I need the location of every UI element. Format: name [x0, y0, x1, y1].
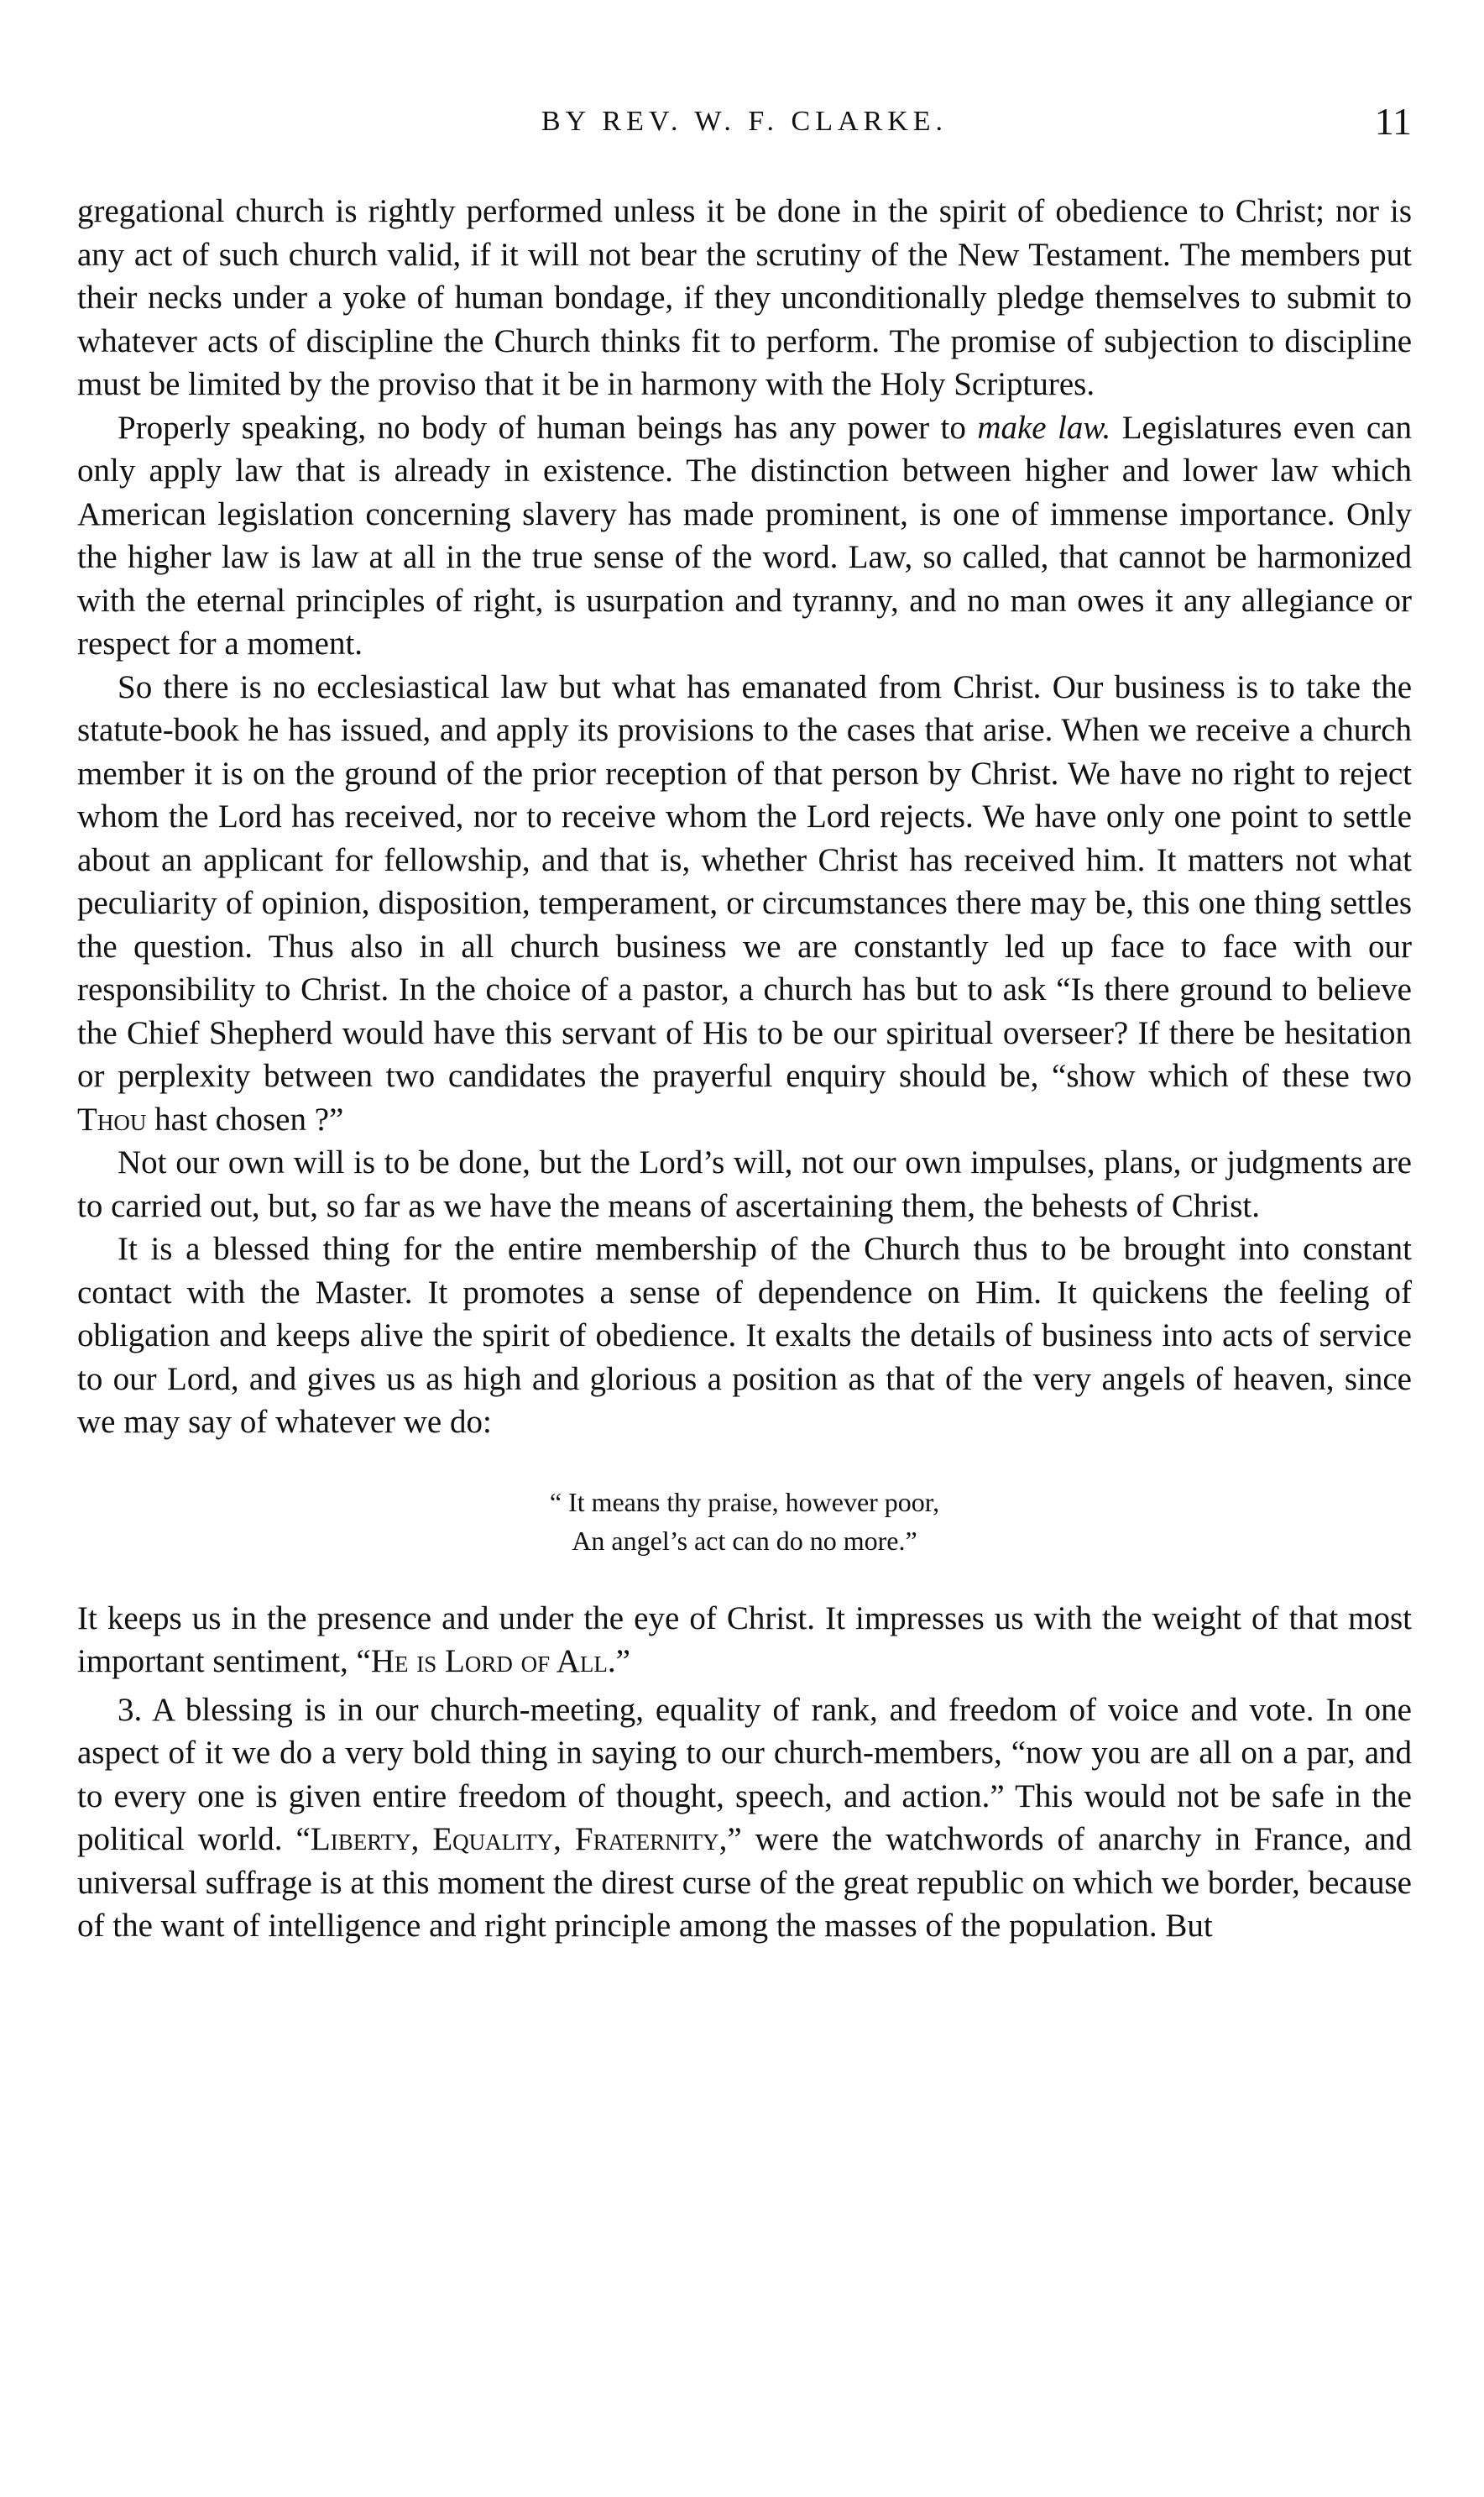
verse-quote: [77, 1483, 1412, 1560]
paragraph-2: [77, 406, 1412, 666]
paragraph-6: [77, 1597, 1412, 1683]
paragraph-6-text-b: ”: [615, 1643, 630, 1679]
running-header: [77, 99, 1412, 149]
paragraph-3-text-a: So there is no ecclesiastical law but what has emanated from Christ. Our business is to take the statute-book he has issued, and apply its provisions to the cases that arise. When we receive a church member it is on the ground of the prior reception of that person by Christ. We have no right to reject whom the Lord has received, nor to receive whom the Lord rejects. We have only one point to settle about an applicant for fellowship, and that is, whether Christ has received him. It matters not what peculiarity of opinion, disposition, temperament, or circumstances there may be, this one thing settles the question. Thus also in all church business we are constantly led up face to face with our responsibility to Christ. In the choice of a pastor, a church has but to ask “Is there ground to believe the Chief Shepherd would have this servant of His to be our spiritual overseer? If there be hesitation or perplexity between two candidates the prayerful enquiry should be, “show which of these two: [77, 668, 1412, 1094]
running-title: BY REV. W. F. CLARKE.: [541, 106, 948, 137]
paragraph-2-text-a: Properly speaking, no body of human beings has any power to: [118, 409, 978, 446]
page: [77, 99, 1412, 1948]
paragraph-4: Not our own will is to be done, but the Lord’s will, not our own impulses, plans, or judgments are to carried out, but, so far as we have the means of ascertaining them, the behests of Christ.: [77, 1144, 1412, 1224]
paragraph-1: gregational church is rightly performed unless it be done in the spirit of obedience to Christ; nor is any act of such church valid, if it will not bear the scrutiny of the New Testament. The members put their necks under a yoke of human bondage, if they unconditionally pledge themselves to submit to whatever acts of discipline the Church thinks fit to perform. The promise of subjection to discipline must be limited by the proviso that it be in harmony with the Holy Scriptures.: [77, 193, 1412, 402]
paragraph-6-small-caps: He is Lord of All.: [370, 1643, 616, 1679]
paragraph-3-small-caps: Thou: [77, 1101, 147, 1138]
body-text: [77, 190, 1412, 1948]
paragraph-7-text-a: 3. A blessing is in our church-meeting, equality of rank, and freedom of voice and vote. In one aspect of it we do a very bold thing in saying to our church-members, “now you are all on a par, and to every one is given entire freedom of thought, speech, and action.” This would not be safe in the political world. “: [77, 1691, 1412, 1857]
page-number: 11: [1374, 100, 1412, 143]
verse-line-2: An angel’s act can do no more.”: [572, 1525, 917, 1556]
paragraph-3-text-b: hast chosen ?”: [146, 1101, 344, 1138]
paragraph-5: It is a blessed thing for the entire membership of the Church thus to be brought into constant contact with the Master. It promotes a sense of dependence on Him. It quickens the feeling of obligation and keeps alive the spirit of obedience. It exalts the details of business into acts of service to our Lord, and gives us as high and glorious a position as that of the very angels of heaven, since we may say of whatever we do:: [77, 1231, 1412, 1440]
paragraph-7: [77, 1688, 1412, 1948]
paragraph-6-text-a: It keeps us in the presence and under the eye of Christ. It impresses us with the weight of that most important sentiment, “: [77, 1599, 1412, 1679]
paragraph-2-text-b: Legislatures even can only apply law that is already in existence. The distinction between higher and lower law which American legislation concerning slavery has made prominent, is one of immense importance. Only the higher law is law at all in the true sense of the word. Law, so called, that cannot be harmonized with the eternal principles of right, is usurpation and tyranny, and no man owes it any allegiance or respect for a moment.: [77, 409, 1412, 662]
paragraph-2-emphasis: make law.: [977, 409, 1111, 446]
paragraph-7-text-b: ” were the watchwords of anarchy in France, and universal suffrage is at this moment the direst curse of the great republic on which we border, because of the want of intelligence and right principle among the masses of the population. But: [77, 1821, 1412, 1944]
paragraph-3: [77, 666, 1412, 1142]
paragraph-7-small-caps: Liberty, Equality, Fraternity,: [310, 1821, 728, 1857]
verse-line-1: “ It means thy praise, however poor,: [549, 1486, 940, 1517]
